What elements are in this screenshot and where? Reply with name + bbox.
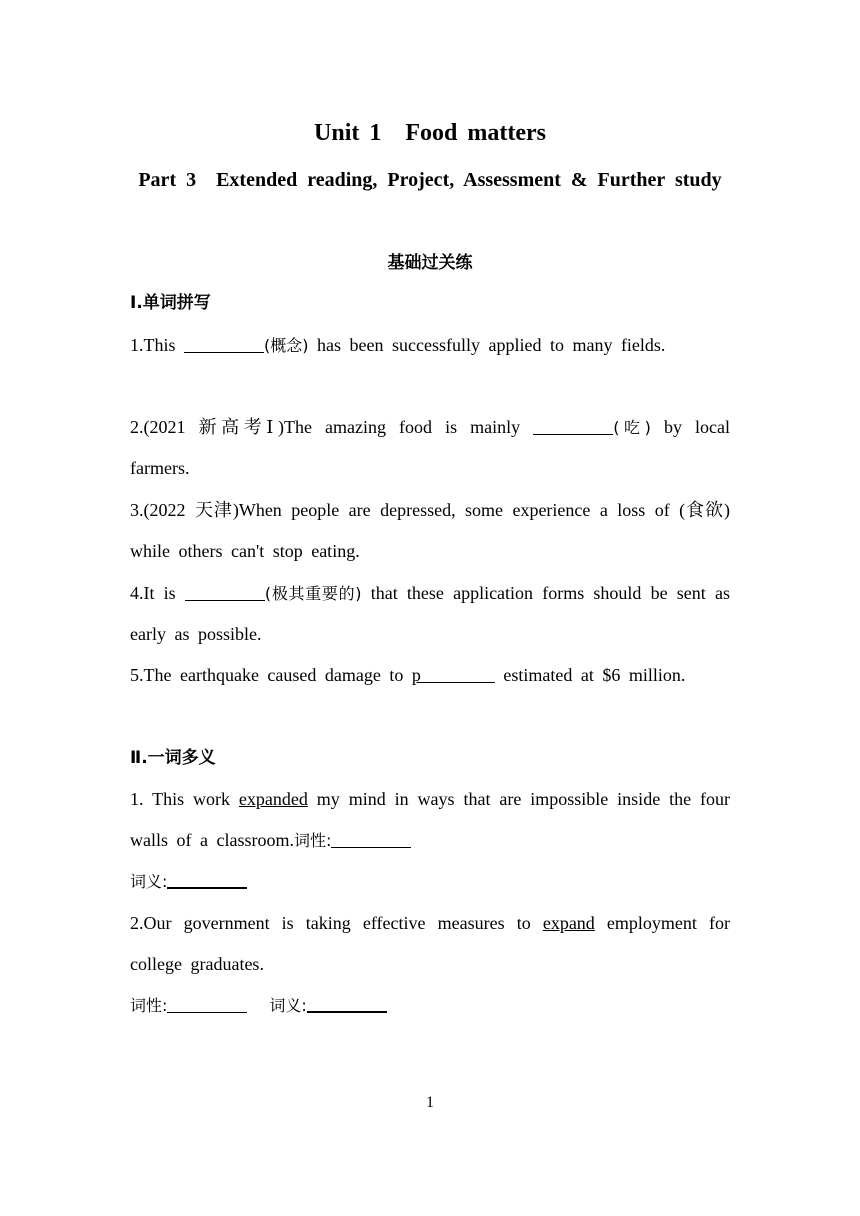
question-2: 2.(2021 新高考Ⅰ)The amazing food is mainly (吃) by local farmers. [130,417,730,478]
section-heading-spelling: Ⅰ.单词拼写 [130,293,211,313]
question-5: 5.The earthquake caused damage to p estimated at $6 million. [130,665,686,685]
answer-blank[interactable] [184,334,264,353]
target-word: expanded [238,789,308,809]
section-heading-polysemy: Ⅱ.一词多义 [130,748,216,768]
page-number: 1 [426,1094,434,1111]
question-1: 1.This (概念) has been successfully applied to many fields. [130,335,666,355]
pos-blank[interactable] [167,994,247,1013]
polysemy-question-1: 1. This work expanded my mind in ways that are impossible inside the four walls of a classroom.词性: [130,789,730,850]
answer-blank[interactable] [533,416,613,435]
page-subtitle: Part 3 Extended reading, Project, Assessment & Further study [138,169,722,191]
answer-blank[interactable] [421,664,495,683]
answer-blank[interactable] [185,582,265,601]
page-title: Unit 1 Food matters [314,120,546,146]
answer-line-2: 词性: 词义: [130,985,730,1026]
meaning-line-1: 词义: [130,861,730,902]
polysemy-question-2: 2.Our government is taking effective measures to expand employment for college graduates. [130,913,730,974]
level-heading: 基础过关练 [387,253,473,273]
question-4: 4.It is (极其重要的) that these application forms should be sent as early as possible. [130,583,730,644]
target-word: expand [542,913,595,933]
meaning-blank[interactable] [167,869,247,889]
meaning-blank[interactable] [307,993,387,1013]
question-3: 3.(2022 天津)When people are depressed, some experience a loss of (食欲) while others can't stop eating. [130,500,730,561]
pos-blank[interactable] [331,829,411,848]
